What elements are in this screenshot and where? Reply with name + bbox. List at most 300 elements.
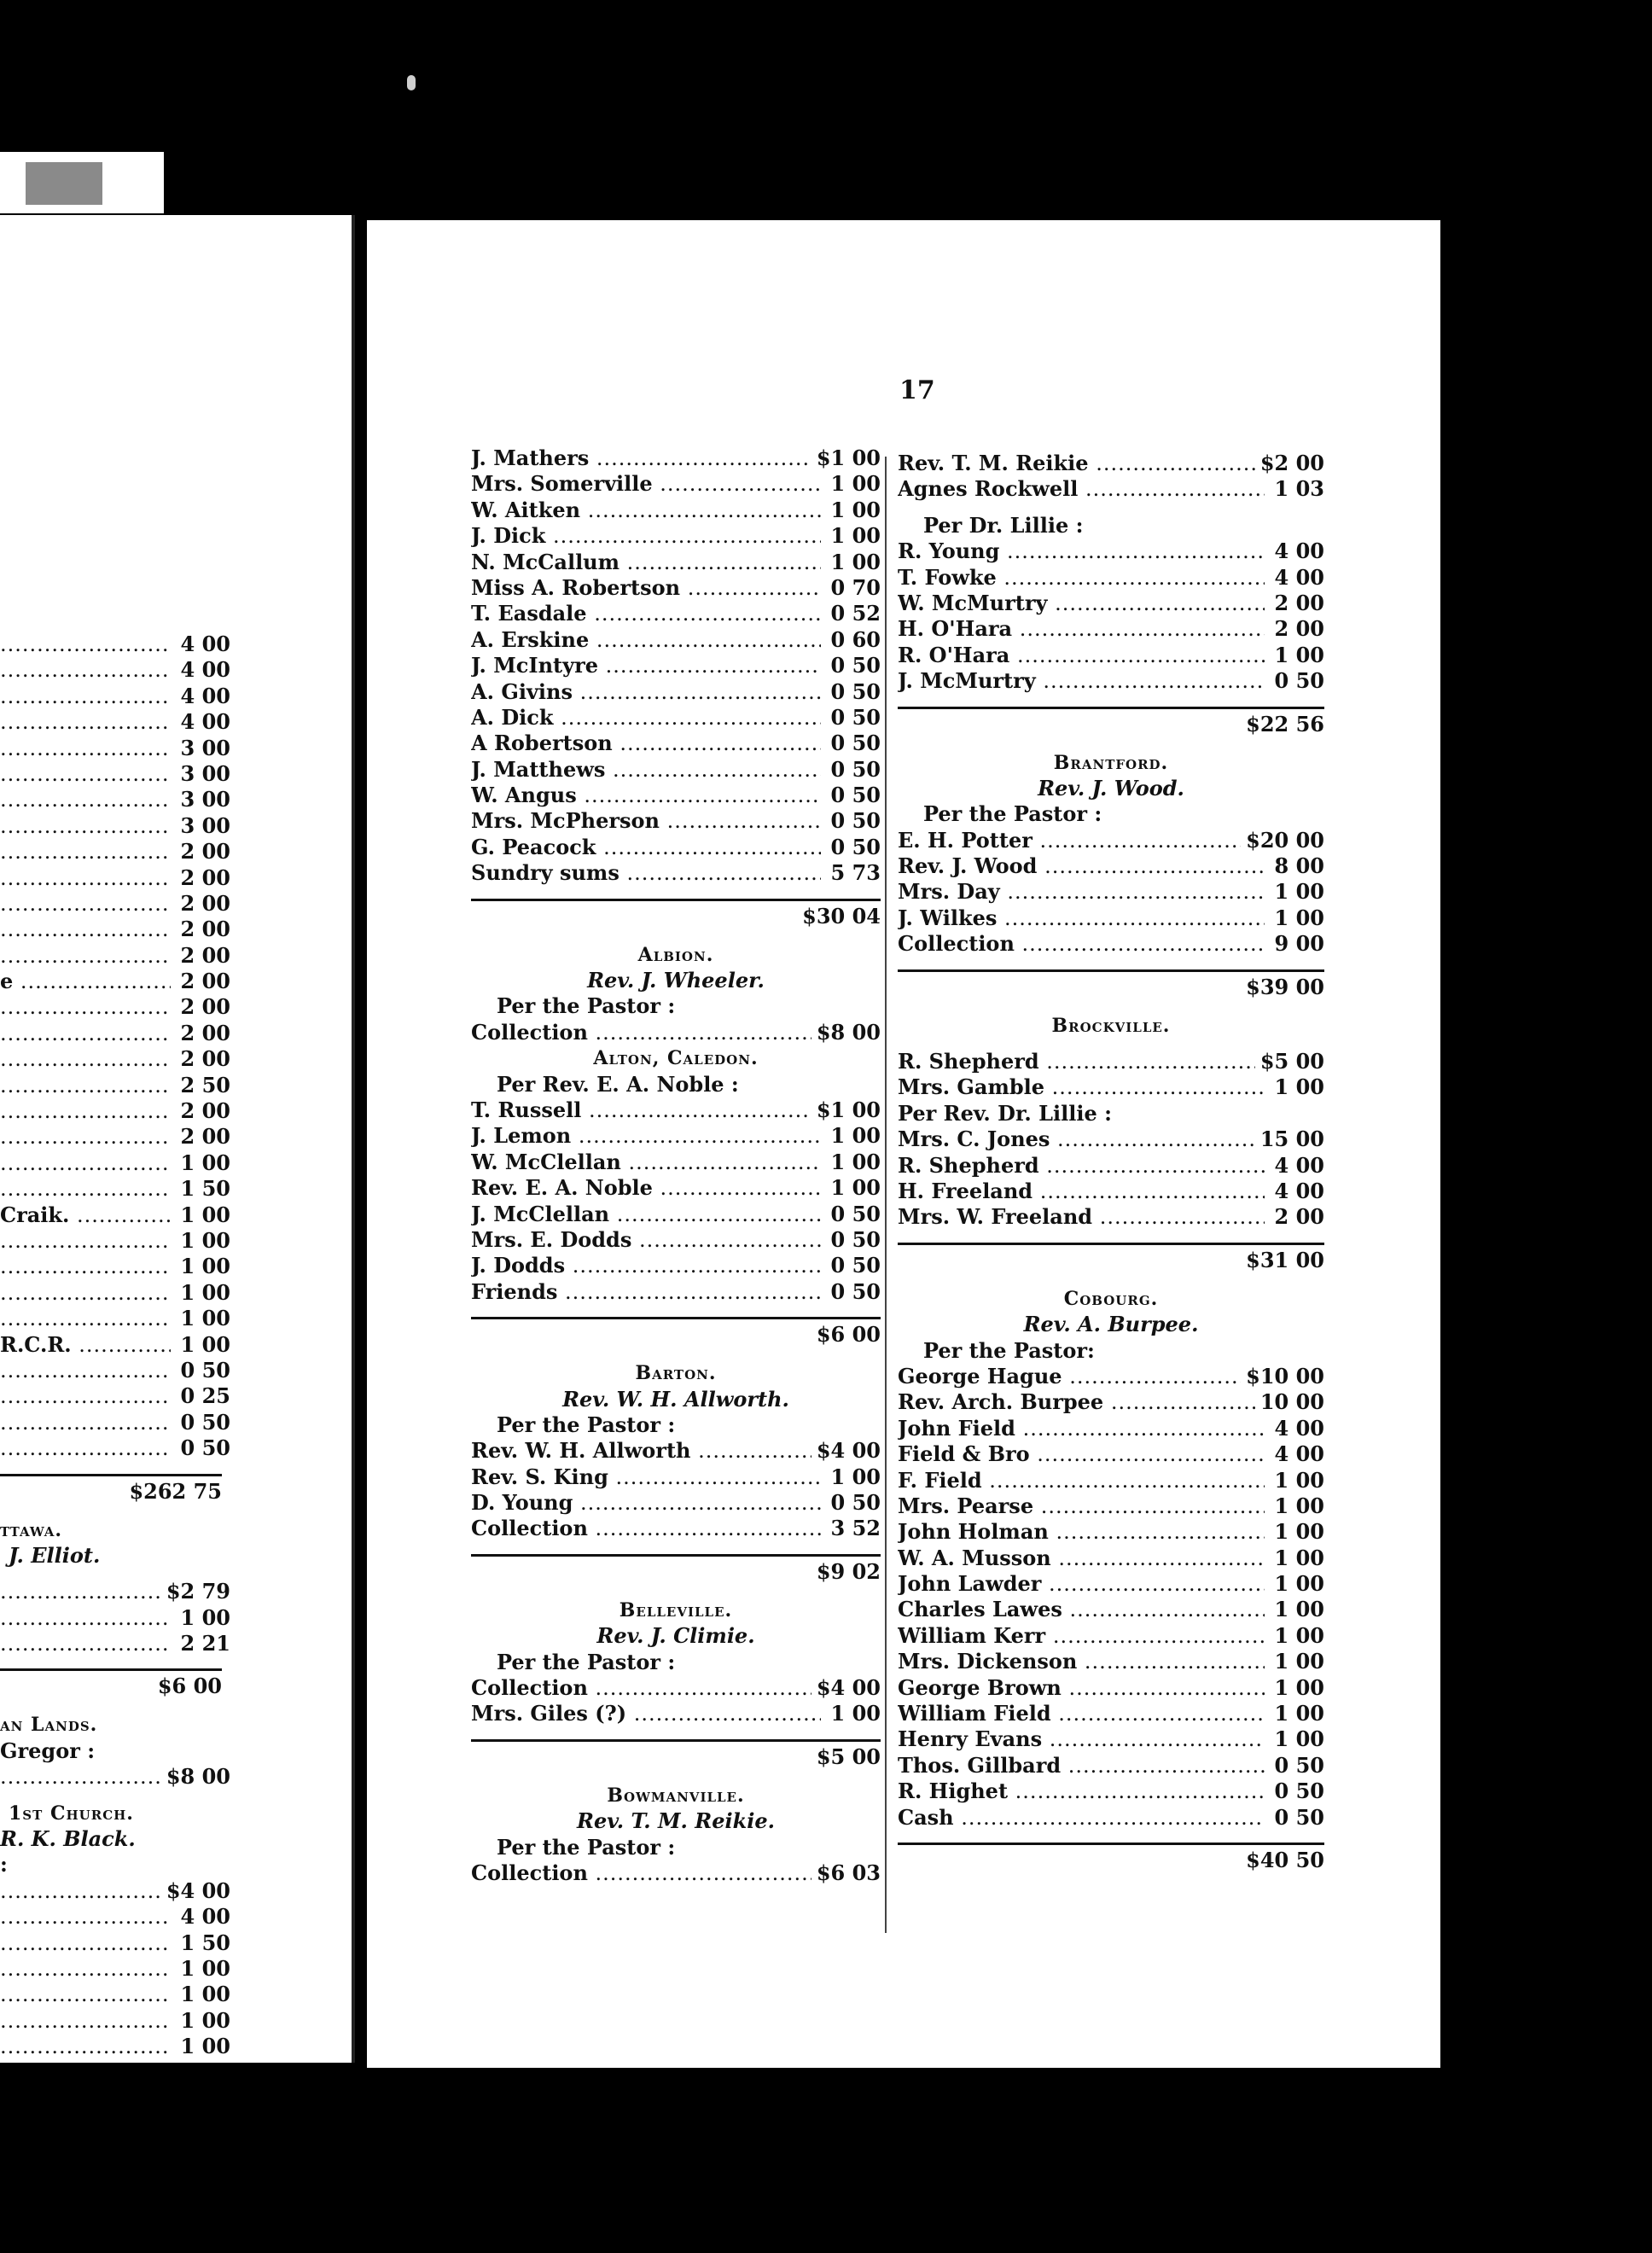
left-amount-row bbox=[0, 994, 230, 1020]
entry-amount: 0 50 bbox=[826, 808, 881, 834]
entry-name: Rev. J. Wood ..... bbox=[898, 853, 1265, 879]
entry-name bbox=[0, 1631, 171, 1656]
entry-amount: 2 21 bbox=[176, 1631, 230, 1656]
entry-amount: 4 00 bbox=[1270, 1416, 1324, 1441]
entry-amount: 1 00 bbox=[176, 1254, 230, 1279]
entry-amount: 1 00 bbox=[826, 523, 881, 549]
entry-name bbox=[0, 994, 171, 1020]
entry-amount: 0 50 bbox=[826, 783, 881, 808]
entry-name: J. Wilkes ..... bbox=[898, 905, 1265, 931]
entry-amount: 1 00 bbox=[1270, 1546, 1324, 1571]
entry-amount: 1 00 bbox=[176, 1605, 230, 1631]
entry-name bbox=[0, 891, 171, 917]
entry-name: A. Givins ..... bbox=[471, 679, 821, 705]
entry-name: William Field ..... bbox=[898, 1701, 1265, 1726]
left-amount-row bbox=[0, 709, 230, 735]
albion-per: Per the Pastor : bbox=[497, 993, 676, 1019]
entry-amount: 4 00 bbox=[1270, 1441, 1324, 1467]
entry-amount: $5 00 bbox=[1255, 1049, 1324, 1074]
brockville-row bbox=[898, 1049, 1324, 1074]
entry-name bbox=[0, 1280, 171, 1306]
entry-amount: 0 70 bbox=[826, 575, 881, 601]
ottawa-amount-list bbox=[0, 1579, 230, 1656]
contributor-row bbox=[471, 679, 881, 705]
entry-name bbox=[0, 813, 171, 839]
albion-pastor: Rev. J. Wheeler. bbox=[587, 968, 765, 993]
entry-name bbox=[0, 1150, 171, 1176]
contributor-row bbox=[471, 757, 881, 783]
brockville-total: $31 00 bbox=[898, 1243, 1324, 1276]
contributor-row bbox=[471, 860, 881, 886]
left-amount-row bbox=[0, 657, 230, 683]
entry-amount: 2 00 bbox=[176, 865, 230, 891]
entry-amount: $20 00 bbox=[1241, 828, 1324, 853]
lillie-row bbox=[898, 539, 1324, 564]
entry-name: J. McMurtry ..... bbox=[898, 668, 1265, 694]
entry-amount: $8 00 bbox=[811, 1020, 881, 1045]
entry-name: Rev. Arch. Burpee ..... bbox=[898, 1389, 1265, 1415]
contributor-row bbox=[471, 783, 881, 808]
belleville-pastor: Rev. J. Climie. bbox=[596, 1623, 755, 1649]
entry-amount: 0 50 bbox=[1270, 668, 1324, 694]
lands-row: ..... $8 00 bbox=[0, 1764, 230, 1790]
entry-amount: 0 50 bbox=[826, 731, 881, 756]
entry-amount: 0 25 bbox=[176, 1383, 230, 1409]
church-colon: : bbox=[0, 1852, 8, 1878]
cobourg-row bbox=[898, 1623, 1324, 1649]
entry-name: R. Shepherd ..... bbox=[898, 1153, 1265, 1179]
entry-name: Agnes Rockwell ..... bbox=[898, 476, 1265, 502]
entry-name: J. Dodds ..... bbox=[471, 1253, 821, 1278]
entry-amount: 4 00 bbox=[1270, 539, 1324, 564]
left-amount-row bbox=[0, 1410, 230, 1435]
entry-name: Rev. S. King ..... bbox=[471, 1464, 821, 1490]
entry-name: John Field ..... bbox=[898, 1416, 1265, 1441]
cobourg-total: $40 50 bbox=[898, 1843, 1324, 1876]
left-amount-row bbox=[0, 1228, 230, 1254]
entry-name bbox=[0, 1904, 171, 1930]
brockville-row bbox=[898, 1074, 1324, 1100]
entry-name: Mrs. Pearse ..... bbox=[898, 1493, 1265, 1519]
left-amount-row bbox=[0, 1332, 230, 1358]
entry-name bbox=[0, 1228, 171, 1254]
entry-name: Mrs. McPherson ..... bbox=[471, 808, 821, 834]
column-divider bbox=[885, 457, 887, 1933]
barton-row bbox=[471, 1516, 881, 1541]
entry-name bbox=[0, 1046, 171, 1072]
entry-amount: 0 50 bbox=[826, 705, 881, 731]
belleville-total: $5 00 bbox=[471, 1739, 881, 1773]
entry-amount: 3 00 bbox=[176, 736, 230, 761]
barton-per: Per the Pastor : bbox=[497, 1412, 676, 1437]
entry-name bbox=[0, 917, 171, 942]
torn-page-fragment-2 bbox=[102, 158, 162, 199]
entry-amount: 0 50 bbox=[826, 1253, 881, 1278]
left-amount-row bbox=[0, 1383, 230, 1409]
entry-name bbox=[0, 1878, 171, 1904]
lillie-row bbox=[898, 591, 1324, 616]
entry-name: Henry Evans ..... bbox=[898, 1726, 1265, 1752]
cobourg-row bbox=[898, 1441, 1324, 1467]
entry-amount: 1 00 bbox=[176, 1982, 230, 2007]
entry-name: H. O'Hara ..... bbox=[898, 616, 1265, 642]
entry-name: Thos. Gillbard ..... bbox=[898, 1753, 1265, 1779]
cobourg-row bbox=[898, 1701, 1324, 1726]
brantford-heading: Brantford. bbox=[1053, 751, 1169, 774]
lillie-per: Per Dr. Lillie : bbox=[923, 512, 1084, 538]
entry-amount: 4 00 bbox=[176, 1904, 230, 1930]
entry-name: George Brown ..... bbox=[898, 1675, 1265, 1701]
church-pastor: R. K. Black. bbox=[0, 1826, 136, 1852]
entry-name: J. Dick ..... bbox=[471, 523, 821, 549]
entry-name: Mrs. Day ..... bbox=[898, 879, 1265, 905]
church-row bbox=[0, 2008, 230, 2034]
brantford-pastor: Rev. J. Wood. bbox=[1038, 775, 1184, 800]
contributor-row bbox=[471, 731, 881, 756]
entry-name bbox=[0, 1073, 171, 1098]
entry-name: John Lawder ..... bbox=[898, 1571, 1265, 1597]
entry-name: R.C.R. ..... bbox=[0, 1332, 171, 1358]
entry-amount: 2 00 bbox=[176, 994, 230, 1020]
section-total: $22 56 bbox=[898, 707, 1324, 740]
entry-name bbox=[0, 1605, 171, 1631]
entry-name: J. Mathers ..... bbox=[471, 445, 821, 471]
left-total: $262 75 bbox=[0, 1474, 222, 1507]
left-amount-row bbox=[0, 865, 230, 891]
entry-amount: 1 00 bbox=[1270, 1675, 1324, 1701]
entry-amount: 1 00 bbox=[1270, 1074, 1324, 1100]
entry-amount: 1 00 bbox=[826, 1701, 881, 1726]
entry-amount: $6 03 bbox=[811, 1860, 881, 1886]
entry-name: Collection ..... bbox=[898, 931, 1265, 957]
alton-row bbox=[471, 1227, 881, 1253]
entry-name: Mrs. E. Dodds ..... bbox=[471, 1227, 821, 1253]
entry-name bbox=[0, 839, 171, 865]
entry-name: Collection ..... bbox=[471, 1675, 821, 1701]
albion-row bbox=[471, 1020, 881, 1045]
cobourg-per: Per the Pastor: bbox=[923, 1337, 1095, 1363]
left-amount-row bbox=[0, 1098, 230, 1124]
speck bbox=[407, 75, 416, 90]
entry-amount: 1 00 bbox=[1270, 1493, 1324, 1519]
brockville-row bbox=[898, 1204, 1324, 1230]
entry-name: W. A. Musson ..... bbox=[898, 1546, 1265, 1571]
church-amount-list bbox=[0, 1878, 230, 2060]
contributor-row bbox=[471, 445, 881, 471]
entry-name: Miss A. Robertson ..... bbox=[471, 575, 821, 601]
left-amount-row bbox=[0, 891, 230, 917]
entry-amount: 4 00 bbox=[176, 632, 230, 657]
cobourg-row bbox=[898, 1519, 1324, 1545]
entry-amount: 2 00 bbox=[1270, 1204, 1324, 1230]
ottawa-row bbox=[0, 1631, 230, 1656]
entry-name bbox=[0, 657, 171, 683]
entry-amount: 1 00 bbox=[1270, 1519, 1324, 1545]
church-row bbox=[0, 2034, 230, 2059]
entry-amount: 3 52 bbox=[826, 1516, 881, 1541]
cobourg-row bbox=[898, 1493, 1324, 1519]
entry-name: Craik. ..... bbox=[0, 1202, 171, 1228]
entry-name: R. Highet ..... bbox=[898, 1779, 1265, 1804]
entry-name: R. Young ..... bbox=[898, 539, 1265, 564]
bowmanville-pastor: Rev. T. M. Reikie. bbox=[577, 1808, 775, 1834]
lillie-row bbox=[898, 616, 1324, 642]
entry-amount: $4 00 bbox=[811, 1675, 881, 1701]
entry-amount: 1 00 bbox=[1270, 1597, 1324, 1622]
entry-amount: 2 00 bbox=[176, 839, 230, 865]
contributor-row bbox=[471, 808, 881, 834]
entry-name: E. H. Potter ..... bbox=[898, 828, 1265, 853]
entry-name: George Hague ..... bbox=[898, 1364, 1265, 1389]
entry-name: D. Young ..... bbox=[471, 1490, 821, 1516]
entry-amount: 2 00 bbox=[1270, 616, 1324, 642]
entry-name: R. O'Hara ..... bbox=[898, 643, 1265, 668]
entry-amount: 1 00 bbox=[1270, 1649, 1324, 1674]
entry-amount: 1 00 bbox=[176, 1228, 230, 1254]
column-a bbox=[471, 445, 881, 1886]
entry-amount: 1 00 bbox=[176, 1956, 230, 1982]
entry-name bbox=[0, 1176, 171, 1202]
entry-name: N. McCallum ..... bbox=[471, 550, 821, 575]
entry-amount: 1 00 bbox=[176, 1150, 230, 1176]
entry-amount: 1 00 bbox=[826, 1123, 881, 1149]
lands-heading: an Lands. bbox=[0, 1714, 98, 1737]
entry-name bbox=[0, 1930, 171, 1956]
entry-amount: 1 00 bbox=[176, 1280, 230, 1306]
bowmanville-row bbox=[471, 1860, 881, 1886]
contributor-row bbox=[471, 523, 881, 549]
entry-name: G. Peacock ..... bbox=[471, 835, 821, 860]
entry-amount: 1 00 bbox=[826, 498, 881, 523]
entry-name bbox=[0, 1982, 171, 2007]
left-amount-row bbox=[0, 1073, 230, 1098]
left-amount-row bbox=[0, 1021, 230, 1046]
entry-name: Rev. E. A. Noble ..... bbox=[471, 1175, 821, 1201]
left-amount-row bbox=[0, 1306, 230, 1331]
entry-amount: 2 50 bbox=[176, 1073, 230, 1098]
church-row bbox=[0, 1956, 230, 1982]
entry-name: H. Freeland ..... bbox=[898, 1179, 1265, 1204]
entry-name bbox=[0, 1410, 171, 1435]
page-number: 17 bbox=[899, 376, 935, 405]
brantford-total: $39 00 bbox=[898, 969, 1324, 1003]
ottawa-heading: ttawa. bbox=[0, 1518, 63, 1541]
alton-row bbox=[471, 1175, 881, 1201]
entry-amount: 1 00 bbox=[826, 1150, 881, 1175]
barton-pastor: Rev. W. H. Allworth. bbox=[562, 1386, 789, 1412]
lillie-row bbox=[898, 565, 1324, 591]
entry-amount: 0 50 bbox=[826, 679, 881, 705]
entry-name bbox=[0, 1383, 171, 1409]
contributor-row bbox=[471, 627, 881, 653]
entry-name: Friends ..... bbox=[471, 1279, 821, 1305]
left-amount-row bbox=[0, 813, 230, 839]
entry-name: R. Shepherd ..... bbox=[898, 1049, 1265, 1074]
entry-amount: 4 00 bbox=[176, 684, 230, 709]
brantford-per: Per the Pastor : bbox=[923, 801, 1102, 827]
cobourg-row bbox=[898, 1416, 1324, 1441]
entry-name: Charles Lawes ..... bbox=[898, 1597, 1265, 1622]
entry-amount: 2 00 bbox=[176, 1021, 230, 1046]
ottawa-row bbox=[0, 1605, 230, 1631]
entry-amount: 1 00 bbox=[826, 1175, 881, 1201]
entry-name: e ..... bbox=[0, 969, 171, 994]
entry-name: Collection ..... bbox=[471, 1516, 821, 1541]
contributor-row bbox=[471, 601, 881, 626]
entry-name: Rev. T. M. Reikie ..... bbox=[898, 451, 1265, 476]
church-row bbox=[0, 1904, 230, 1930]
entry-amount: 2 00 bbox=[176, 891, 230, 917]
ottawa-row bbox=[0, 1579, 230, 1604]
contributor-row bbox=[898, 476, 1324, 502]
barton-row bbox=[471, 1464, 881, 1490]
alton-row bbox=[471, 1150, 881, 1175]
entry-amount: 1 50 bbox=[176, 1930, 230, 1956]
entry-amount: 1 00 bbox=[1270, 1726, 1324, 1752]
entry-amount: 2 00 bbox=[176, 1098, 230, 1124]
church-row bbox=[0, 1982, 230, 2007]
entry-name: J. McClellan ..... bbox=[471, 1202, 821, 1227]
entry-amount: 0 52 bbox=[826, 601, 881, 626]
church-heading: 1st Church. bbox=[9, 1802, 134, 1825]
cobourg-row bbox=[898, 1649, 1324, 1674]
entry-amount: 4 00 bbox=[1270, 1179, 1324, 1204]
entry-name: Collection ..... bbox=[471, 1020, 821, 1045]
entry-name: W. Aitken ..... bbox=[471, 498, 821, 523]
entry-amount: $2 79 bbox=[161, 1579, 230, 1604]
belleville-row bbox=[471, 1675, 881, 1701]
left-amount-row bbox=[0, 1150, 230, 1176]
entry-amount: 10 00 bbox=[1255, 1389, 1324, 1415]
church-row bbox=[0, 1930, 230, 1956]
left-amount-row bbox=[0, 1202, 230, 1228]
left-amount-row bbox=[0, 1046, 230, 1072]
left-amount-row bbox=[0, 1254, 230, 1279]
entry-name: John Holman ..... bbox=[898, 1519, 1265, 1545]
entry-amount: 0 50 bbox=[1270, 1779, 1324, 1804]
entry-name: T. Russell ..... bbox=[471, 1097, 821, 1123]
brockville-heading: Brockville. bbox=[1051, 1014, 1171, 1037]
cobourg-row bbox=[898, 1675, 1324, 1701]
cobourg-row bbox=[898, 1779, 1324, 1804]
entry-amount: 9 00 bbox=[1270, 931, 1324, 957]
entry-amount: 2 00 bbox=[1270, 591, 1324, 616]
entry-name: Mrs. W. Freeland ..... bbox=[898, 1204, 1265, 1230]
entry-name bbox=[0, 1579, 171, 1604]
entry-amount: 1 00 bbox=[176, 1202, 230, 1228]
entry-amount: 1 00 bbox=[1270, 1701, 1324, 1726]
left-amount-row bbox=[0, 1124, 230, 1150]
left-amount-row bbox=[0, 1176, 230, 1202]
cobourg-row bbox=[898, 1571, 1324, 1597]
entry-name bbox=[0, 787, 171, 812]
entry-amount: $10 00 bbox=[1241, 1364, 1324, 1389]
brantford-row bbox=[898, 879, 1324, 905]
entry-amount: 4 00 bbox=[176, 657, 230, 683]
entry-name: William Kerr ..... bbox=[898, 1623, 1265, 1649]
entry-amount: 0 50 bbox=[176, 1410, 230, 1435]
barton-total: $9 02 bbox=[471, 1554, 881, 1587]
entry-amount: 1 50 bbox=[176, 1176, 230, 1202]
left-amount-row bbox=[0, 1358, 230, 1383]
entry-amount: 2 00 bbox=[176, 943, 230, 969]
left-amount-row bbox=[0, 1280, 230, 1306]
torn-page-shadow bbox=[26, 162, 102, 205]
ottawa-total: $6 00 bbox=[0, 1668, 222, 1702]
barton-row bbox=[471, 1490, 881, 1516]
entry-name: T. Fowke ..... bbox=[898, 565, 1265, 591]
entry-name bbox=[0, 761, 171, 787]
entry-amount: 1 00 bbox=[1270, 1623, 1324, 1649]
entry-amount: 0 50 bbox=[826, 1227, 881, 1253]
entry-amount: $1 00 bbox=[811, 1097, 881, 1123]
left-amount-row bbox=[0, 787, 230, 812]
entry-amount: $4 00 bbox=[161, 1878, 230, 1904]
entry-amount: $2 00 bbox=[1255, 451, 1324, 476]
entry-amount: 0 50 bbox=[826, 1279, 881, 1305]
lillie-row bbox=[898, 668, 1324, 694]
entry-amount: 3 00 bbox=[176, 787, 230, 812]
entry-name: J. Matthews ..... bbox=[471, 757, 821, 783]
cobourg-row bbox=[898, 1753, 1324, 1779]
left-amount-row bbox=[0, 632, 230, 657]
cobourg-row bbox=[898, 1389, 1324, 1415]
entry-amount: 0 60 bbox=[826, 627, 881, 653]
entry-amount: 1 00 bbox=[1270, 1571, 1324, 1597]
contributor-row bbox=[471, 575, 881, 601]
entry-name bbox=[0, 1021, 171, 1046]
entry-name: Mrs. Gamble ..... bbox=[898, 1074, 1265, 1100]
cobourg-heading: Cobourg. bbox=[1063, 1287, 1159, 1310]
lands-per: Gregor : bbox=[0, 1738, 96, 1763]
left-amount-row bbox=[0, 761, 230, 787]
entry-amount: 1 00 bbox=[1270, 905, 1324, 931]
entry-amount: 0 50 bbox=[826, 835, 881, 860]
entry-amount: 0 50 bbox=[826, 1202, 881, 1227]
entry-amount: 1 00 bbox=[176, 1306, 230, 1331]
entry-name: A. Erskine ..... bbox=[471, 627, 821, 653]
contributor-row bbox=[471, 835, 881, 860]
entry-amount: 1 00 bbox=[826, 550, 881, 575]
left-amount-row bbox=[0, 917, 230, 942]
cobourg-pastor: Rev. A. Burpee. bbox=[1023, 1312, 1199, 1337]
alton-heading: Alton, Caledon. bbox=[593, 1047, 759, 1070]
brockville-per: Per Rev. Dr. Lillie : bbox=[898, 1100, 1112, 1126]
left-amount-row bbox=[0, 943, 230, 969]
entry-name bbox=[0, 943, 171, 969]
entry-name: J. Lemon ..... bbox=[471, 1123, 821, 1149]
entry-amount: 0 50 bbox=[826, 1490, 881, 1516]
entry-amount: 0 50 bbox=[826, 757, 881, 783]
contributor-row bbox=[471, 550, 881, 575]
left-amount-row bbox=[0, 839, 230, 865]
entry-name bbox=[0, 2008, 171, 2034]
entry-name: T. Easdale ..... bbox=[471, 601, 821, 626]
cobourg-row bbox=[898, 1805, 1324, 1831]
entry-amount: 2 00 bbox=[176, 969, 230, 994]
brockville-row bbox=[898, 1153, 1324, 1179]
entry-amount: 3 00 bbox=[176, 813, 230, 839]
entry-amount: 8 00 bbox=[1270, 853, 1324, 879]
entry-amount: 2 00 bbox=[176, 1046, 230, 1072]
entry-name: J. McIntyre ..... bbox=[471, 653, 821, 678]
entry-name: Mrs. Dickenson ..... bbox=[898, 1649, 1265, 1674]
cobourg-row bbox=[898, 1364, 1324, 1389]
cobourg-row bbox=[898, 1726, 1324, 1752]
entry-amount: 5 73 bbox=[826, 860, 881, 886]
contributor-row bbox=[471, 498, 881, 523]
entry-name bbox=[0, 1358, 171, 1383]
